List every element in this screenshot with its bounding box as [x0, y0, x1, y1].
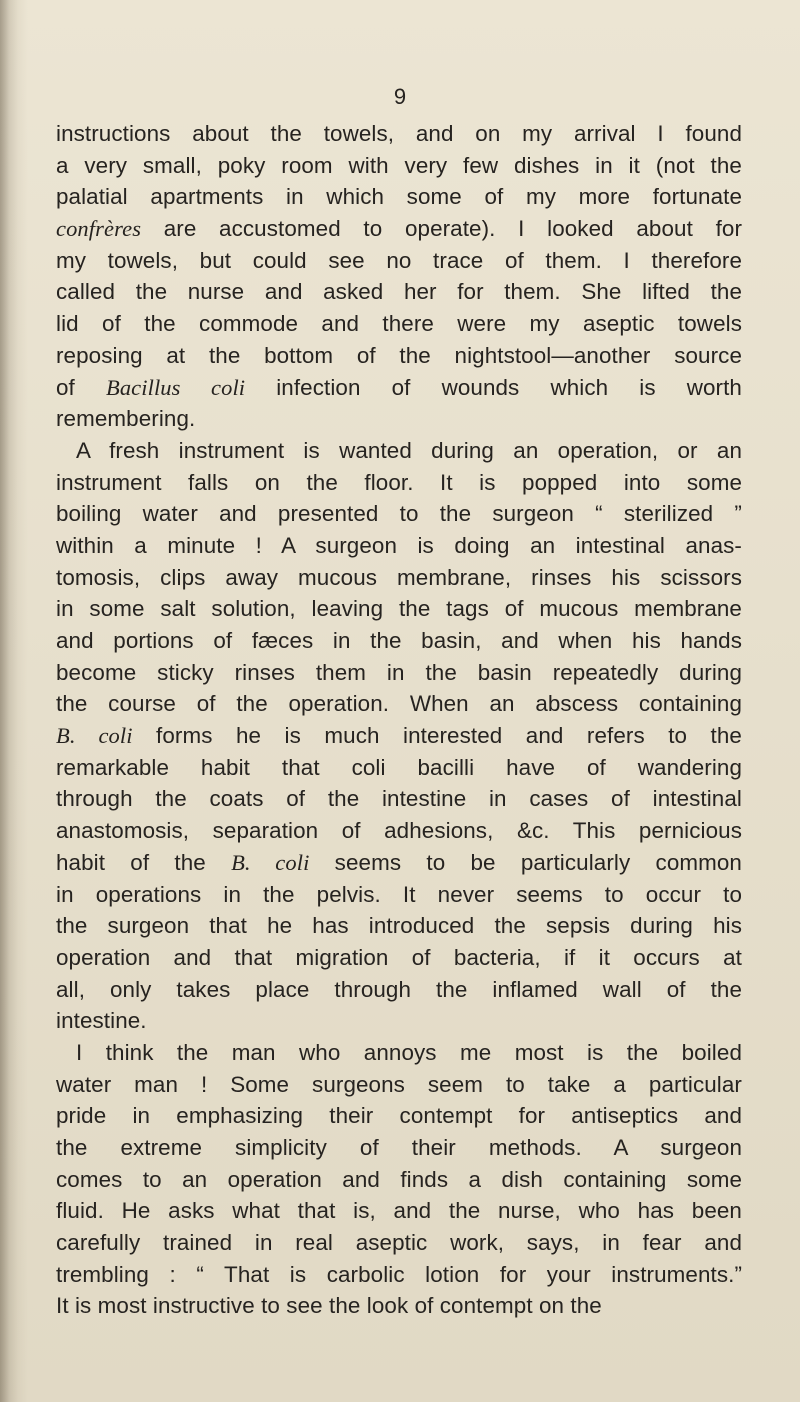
text-line-4: confrères are accustomed to operate). I looked about for	[56, 216, 742, 242]
text-line-32: pride in emphasizing their contempt for antiseptics and	[56, 1103, 742, 1129]
text-line-18: become sticky rinses them in the basin repeatedly during	[56, 659, 742, 685]
text-line-6: called the nurse and asked her for them. She lifted the	[56, 279, 742, 305]
binding-shadow	[0, 0, 18, 1402]
page-number: 9	[393, 84, 407, 109]
text-line-11: A fresh instrument is wanted during an operation, or an	[76, 437, 742, 463]
text-line-25: in operations in the pelvis. It never seems to occur to	[56, 881, 742, 907]
text-line-30: I think the man who annoys me most is the boiled	[76, 1039, 742, 1065]
text-line-13: boiling water and presented to the surgeon “ sterilized ”	[56, 501, 742, 527]
text-line-23: anastomosis, separation of adhesions, &c. This pernicious	[56, 818, 742, 844]
text-line-31: water man ! Some surgeons seem to take a particular	[56, 1071, 742, 1097]
text-line-22: through the coats of the intestine in cases of intestinal	[56, 786, 742, 812]
text-line-21: remarkable habit that coli bacilli have of wandering	[56, 754, 742, 780]
italic-term: B. coli	[231, 849, 310, 875]
text-line-28: all, only takes place through the inflamed wall of the	[56, 976, 742, 1002]
text-line-7: lid of the commode and there were my aseptic towels	[56, 311, 742, 337]
italic-term: B. coli	[56, 723, 133, 749]
text-line-37: trembling : “ That is carbolic lotion for your instruments.”	[56, 1261, 742, 1287]
text-line-20: B. coli forms he is much interested and refers to the	[56, 723, 742, 749]
italic-term: confrères	[56, 216, 142, 242]
text-line-26: the surgeon that he has introduced the sepsis during his	[56, 913, 742, 939]
text-line-3: palatial apartments in which some of my more fortunate	[56, 184, 742, 210]
text-line-1: instructions about the towels, and on my arrival I found	[56, 121, 742, 146]
text-line-2: a very small, poky room with very few dishes in it (not the	[56, 152, 742, 178]
text-line-9: of Bacillus coli infection of wounds which is worth	[56, 374, 742, 400]
text-line-10: remembering.	[56, 406, 196, 432]
text-line-36: carefully trained in real aseptic work, says, in fear and	[56, 1230, 742, 1256]
text-line-38: It is most instructive to see the look of contempt on the	[56, 1293, 602, 1319]
text-line-27: operation and that migration of bacteria, if it occurs at	[56, 944, 742, 970]
text-line-34: comes to an operation and finds a dish containing some	[56, 1166, 742, 1192]
text-line-24: habit of the B. coli seems to be particularly common	[56, 849, 742, 875]
text-line-33: the extreme simplicity of their methods. A surgeon	[56, 1135, 742, 1160]
text-line-15: tomosis, clips away mucous membrane, rinses his scissors	[56, 564, 742, 590]
text-line-29: intestine.	[56, 1008, 147, 1034]
text-line-14: within a minute ! A surgeon is doing an intestinal anas-	[56, 532, 742, 558]
text-line-12: instrument falls on the floor. It is popped into some	[56, 469, 742, 495]
text-line-8: reposing at the bottom of the nightstool—another source	[56, 342, 742, 368]
text-line-19: the course of the operation. When an abscess containing	[56, 691, 742, 717]
text-line-17: and portions of fæces in the basin, and when his hands	[56, 628, 742, 653]
text-line-35: fluid. He asks what that is, and the nurse, who has been	[56, 1198, 742, 1224]
text-line-5: my towels, but could see no trace of them. I therefore	[56, 247, 742, 273]
text-line-16: in some salt solution, leaving the tags of mucous membrane	[56, 596, 742, 622]
italic-term: Bacillus coli	[105, 374, 246, 400]
body-text	[56, 118, 742, 1322]
